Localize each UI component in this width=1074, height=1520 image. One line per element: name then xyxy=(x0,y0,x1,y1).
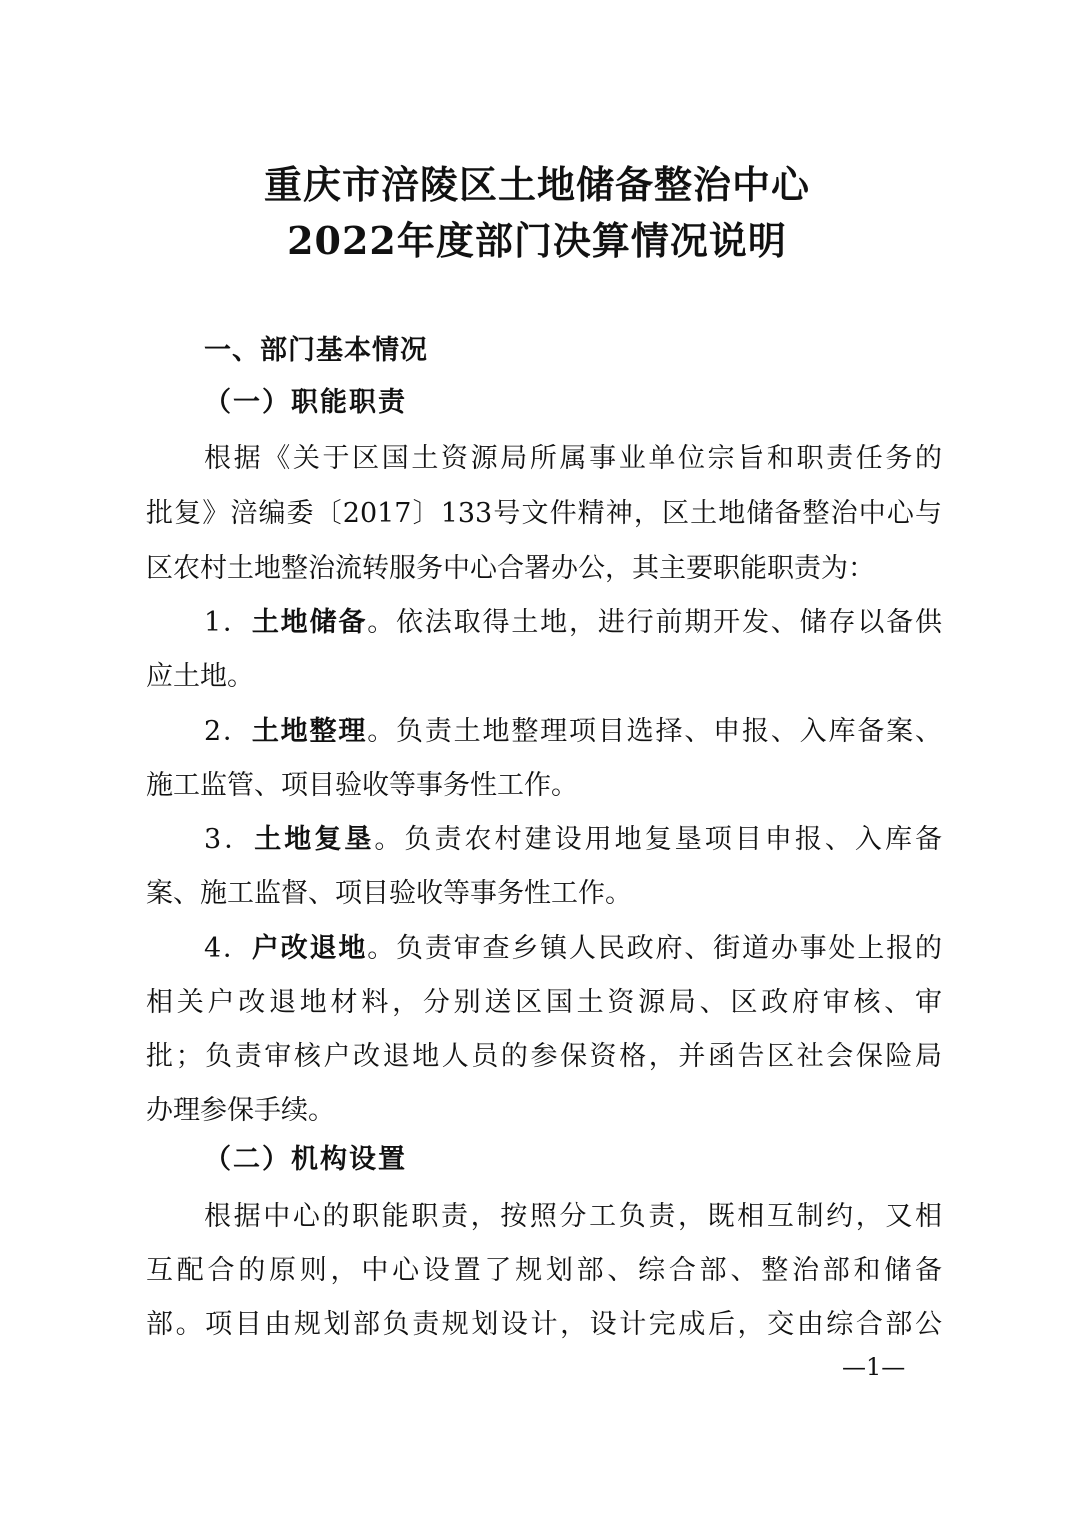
list-item-number: 3． xyxy=(204,824,255,855)
list-item-text: 。负责审查乡镇人民政府、街道办事处上报的 xyxy=(367,933,943,964)
document-title-line2: 2022年度部门决算情况说明 xyxy=(287,218,787,263)
paragraph-line: 施工监管、项目验收等事务性工作。 xyxy=(146,770,578,801)
list-item-number: 1． xyxy=(204,607,252,638)
list-item-label: 土地整理 xyxy=(251,716,368,747)
paragraph-line: 根据中心的职能职责，按照分工负责，既相互制约，又相 xyxy=(204,1201,942,1232)
paragraph-line: 区农村土地整治流转服务中心合署办公，其主要职能职责为： xyxy=(146,553,875,584)
paragraph-line: 应土地。 xyxy=(146,661,254,692)
list-item-text: 。负责农村建设用地复垦项目申报、入库备 xyxy=(374,824,942,855)
paragraph-line: 相关户改退地材料，分别送区国土资源局、区政府审核、审 xyxy=(146,987,942,1018)
paragraph-line: 办理参保手续。 xyxy=(146,1095,335,1126)
page-number: —1— xyxy=(842,1353,906,1381)
paragraph-line: 批复》涪编委〔2017〕133号文件精神，区土地储备整治中心与 xyxy=(146,498,942,529)
list-item-label: 土地储备 xyxy=(251,607,368,638)
list-item-line xyxy=(204,826,942,853)
paragraph-line: 批；负责审核户改退地人员的参保资格，并函告区社会保险局 xyxy=(146,1041,942,1072)
paragraph-line: 部。项目由规划部负责规划设计，设计完成后，交由综合部公 xyxy=(146,1309,942,1340)
list-item-label: 土地复垦 xyxy=(254,824,375,855)
paragraph-line: 互配合的原则，中心设置了规划部、综合部、整治部和储备 xyxy=(146,1255,942,1286)
list-item-line xyxy=(204,718,942,745)
list-item-label: 户改退地 xyxy=(251,933,368,964)
list-item-line xyxy=(204,935,942,962)
document-title-line1: 重庆市涪陵区土地储备整治中心 xyxy=(263,162,810,207)
list-item-text: 。负责土地整理项目选择、申报、入库备案、 xyxy=(367,716,943,747)
list-item-number: 2． xyxy=(204,716,252,747)
list-item-text: 。依法取得土地，进行前期开发、储存以备供 xyxy=(367,607,943,638)
paragraph-line: 根据《关于区国土资源局所属事业单位宗旨和职责任务的 xyxy=(204,443,942,474)
subsection-heading-organization: （二）机构设置 xyxy=(204,1144,407,1175)
subsection-heading-duties: （一）职能职责 xyxy=(204,387,407,418)
paragraph-line: 案、施工监督、项目验收等事务性工作。 xyxy=(146,878,632,909)
list-item-number: 4． xyxy=(204,933,252,964)
list-item-line xyxy=(204,609,942,636)
section-heading-basic-info: 一、部门基本情况 xyxy=(204,335,428,366)
